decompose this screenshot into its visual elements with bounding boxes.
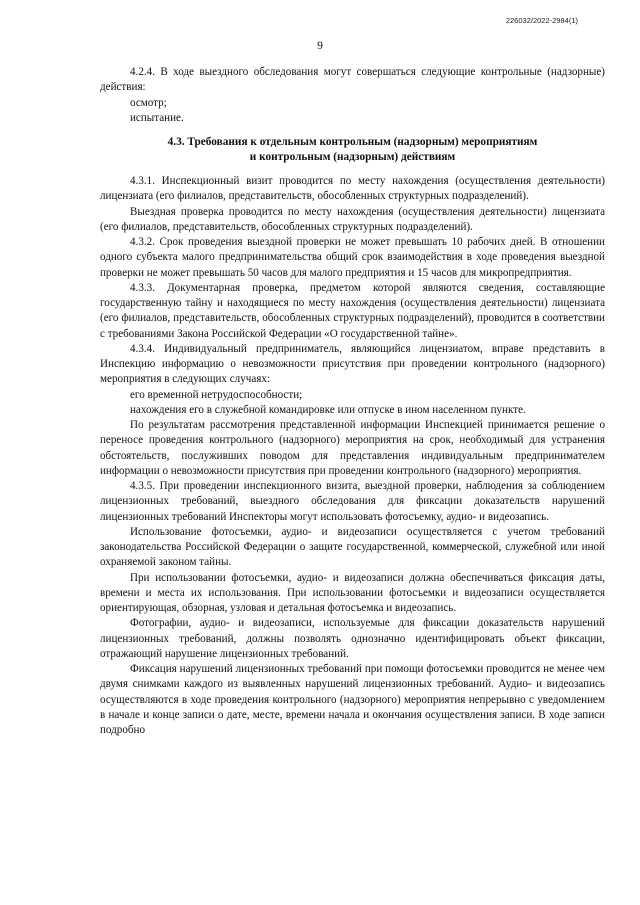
list-item: нахождения его в служебной командировке или отпуске в ином населенном пункте. — [130, 403, 526, 416]
paragraph: 4.3.2. Срок проведения выездной проверки не может превышать 10 рабочих дней. В отношении одного субъекта малого предпринимательства общий срок взаимодействия в ходе проведения выездной проверки не может превышать 50 часов для малого предприятия и 15 часов для микропредприятия. — [100, 236, 605, 279]
paragraph: Использование фотосъемки, аудио- и видеозаписи осуществляется с учетом требований законодательства Российской Федерации о защите государственной, коммерческой, служебной или иной охраняемой законом тайны. — [100, 525, 605, 569]
paragraph: 4.3.4. Индивидуальный предприниматель, являющийся лицензиатом, вправе представить в Инспекцию информацию о невозможности присутствия при проведении контрольного (надзорного) мероприятия в следующих случаях: — [100, 342, 605, 386]
paragraph: 4.3.5. При проведении инспекционного визита, выездной проверки, наблюдения за соблюдением лицензионных требований, выездного обследования для фиксации доказательств нарушений лицензионных требований Инспекторы могут использовать фотосъемку, аудио- и видеозапись. — [100, 480, 605, 523]
document-body — [100, 65, 605, 738]
paragraph: 4.3.3. Документарная проверка, предметом которой являются сведения, составляющие государственную тайну и находящиеся по месту нахождения (осуществления деятельности) лицензиата (его филиалов, представительств, обособленных структурных подразделений), проводится в соответствии с требованиями Закона Российской Федерации «О государственной тайне». — [100, 281, 605, 340]
paragraph: Фотографии, аудио- и видеозаписи, используемые для фиксации доказательств нарушений лицензионных требований, должны позволять однозначно идентифицировать объект фиксации, отражающий нарушение лицензионных требований. — [100, 617, 605, 660]
paragraph: Фиксация нарушений лицензионных требований при помощи фотосъемки проводится не менее чем двумя снимками каждого из выявленных нарушений лицензионных требований. Аудио- и видеозапись осуществляются в ходе проведения контрольного (надзорного) мероприятия непрерывно с уведомлением в начале и конце записи о дате, месте, времени начала и окончания осуществления записи. В ходе записи подробно — [100, 663, 605, 736]
paragraph: По результатам рассмотрения представленной информации Инспекцией принимается решение о переносе проведения контрольного (надзорного) мероприятия на срок, необходимый для устранения обстоятельств, послуживших поводом для представления индивидуальным предпринимателем информации о невозможности присутствия при проведении контрольного (надзорного) мероприятия. — [100, 419, 605, 477]
page-number: 9 — [317, 40, 323, 52]
paragraph: Выездная проверка проводится по месту нахождения (осуществления деятельности) лицензиата (его филиалов, представительств, обособленных структурных подразделений). — [100, 205, 605, 233]
paragraph-4-2-4: 4.2.4. В ходе выездного обследования могут совершаться следующие контрольные (надзорные) действия: — [100, 66, 605, 94]
section-heading-line2: и контрольным (надзорным) действиям — [249, 151, 456, 163]
list-item: осмотр; — [130, 96, 167, 109]
paragraph: 4.3.1. Инспекционный визит проводится по месту нахождения (осуществления деятельности) лицензиата (его филиалов, представительств, обособленных структурных подразделений). — [100, 175, 605, 203]
document-number: 226032/2022-2984(1) — [505, 16, 578, 25]
list-item: его временной нетрудоспособности; — [130, 388, 303, 401]
list-item: испытание. — [130, 111, 184, 124]
section-heading — [100, 135, 605, 165]
paragraph: При использовании фотосъемки, аудио- и видеозаписи должна обеспечиваться фиксация даты, времени и места их использования. При использовании фотосъемки и видеозаписи осуществляется ориентирующая, обзорная, узловая и детальная фотосъемка и видеозапись. — [100, 571, 605, 614]
section-heading-line1: 4.3. Требования к отдельным контрольным (надзорным) мероприятиям — [167, 136, 538, 148]
